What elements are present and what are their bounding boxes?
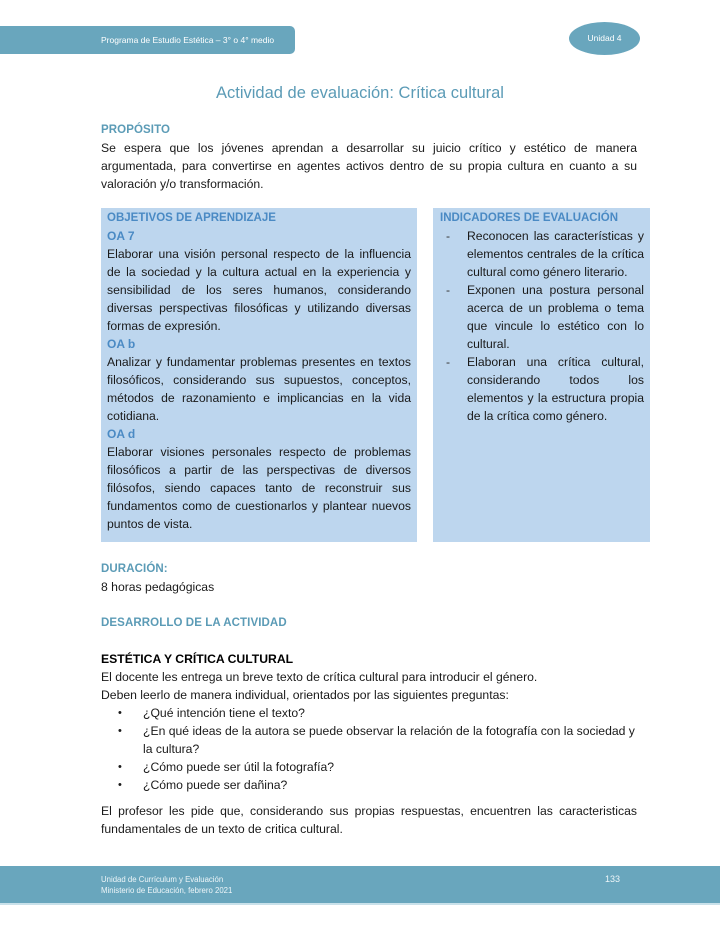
footer-line-1: Unidad de Currículum y Evaluación <box>101 875 224 884</box>
duration-heading: DURACIÓN: <box>101 563 168 575</box>
question-list <box>101 704 637 794</box>
duration-value: 8 horas pedagógicas <box>101 580 215 594</box>
bullet-icon: • <box>118 779 122 791</box>
activity-intro-line: Deben leerlo de manera individual, orientados por las siguientes preguntas: <box>101 688 509 702</box>
purpose-text: Se espera que los jóvenes aprendan a desarrollar su juicio crítico y estético de manera argumentada, para convertirse en agentes activos dentro de su propia cultura en cuanto a su valoración y/o transformación. <box>101 141 637 191</box>
objective-code: OA b <box>107 337 136 351</box>
objective-item <box>107 335 411 425</box>
objective-code: OA 7 <box>107 229 135 243</box>
activity-intro-line: El docente les entrega un breve texto de crítica cultural para introducir el género. <box>101 670 538 684</box>
program-title-bar <box>0 26 295 54</box>
indicator-item <box>440 281 644 353</box>
page-title: Actividad de evaluación: Crítica cultural <box>216 84 504 102</box>
bullet-icon: • <box>118 707 122 719</box>
dash-icon: - <box>446 229 451 243</box>
question-item <box>101 776 637 794</box>
development-heading: DESARROLLO DE LA ACTIVIDAD <box>101 617 287 629</box>
purpose-section <box>101 121 637 193</box>
objective-text: Elaborar visiones personales respecto de problemas filosóficos a partir de las perspectivas de diversos filósofos, siendo capaces tanto de reconstruir sus fundamentos como de cuestionarlos y plantear nuevos puntos de vista. <box>107 445 411 531</box>
program-title: Programa de Estudio Estética – 3° o 4° medio <box>101 35 275 45</box>
question-item <box>101 758 637 776</box>
objective-text: Analizar y fundamentar problemas presentes en textos filosóficos, considerando sus supuestos, conceptos, métodos de razonamiento e implicancias en la vida cotidiana. <box>107 355 411 423</box>
page-number: 133 <box>605 874 621 884</box>
unit-badge <box>569 22 640 55</box>
duration-section <box>101 560 637 596</box>
objective-text: Elaborar una visión personal respecto de la influencia de la sociedad y la cultura actual en la experiencia y sensibilidad de los seres humanos, considerando diversas perspectivas filosóficas y utilizando diversas formas de expresión. <box>107 247 411 333</box>
question-text: ¿En qué ideas de la autora se puede observar la relación de la fotografía con la sociedad y la cultura? <box>143 724 635 756</box>
activity-closing-text: El profesor les pide que, considerando sus propias respuestas, encuentren las caracteristicas fundamentales de un texto de critica cultural. <box>101 804 637 836</box>
indicator-list <box>440 227 644 425</box>
question-text: ¿Cómo puede ser útil la fotografía? <box>143 760 335 774</box>
indicator-text: Exponen una postura personal acerca de un problema o tema que vincule lo estético con lo cultural. <box>467 283 644 351</box>
question-item <box>101 704 637 722</box>
footer-credits <box>101 874 232 896</box>
evaluation-indicators-box <box>433 208 650 542</box>
indicator-item <box>440 227 644 281</box>
objective-item <box>107 227 411 335</box>
footer-bar <box>0 866 720 905</box>
unit-badge-label: Unidad 4 <box>587 33 622 43</box>
development-heading-section <box>101 614 637 632</box>
bullet-icon: • <box>118 761 122 773</box>
objective-code: OA d <box>107 427 136 441</box>
question-text: ¿Cómo puede ser dañina? <box>143 778 288 792</box>
dash-icon: - <box>446 355 451 369</box>
objective-item <box>107 425 411 533</box>
purpose-heading: PROPÓSITO <box>101 124 171 136</box>
indicator-text: Elaboran una crítica cultural, considerando todos los elementos y la estructura propia de la crítica como género. <box>467 355 644 423</box>
bullet-icon: • <box>118 725 122 737</box>
activity-section <box>101 650 637 838</box>
dash-icon: - <box>446 283 451 297</box>
indicator-text: Reconocen las características y elementos centrales de la crítica cultural como género literario. <box>467 229 644 279</box>
activity-subheading: ESTÉTICA Y CRÍTICA CULTURAL <box>101 652 294 666</box>
question-item <box>101 722 637 758</box>
footer-line-2: Ministerio de Educación, febrero 2021 <box>101 886 233 895</box>
learning-objectives-box <box>101 208 417 542</box>
indicators-heading: INDICADORES DE EVALUACIÓN <box>440 212 619 224</box>
objectives-heading: OBJETIVOS DE APRENDIZAJE <box>107 212 276 224</box>
question-text: ¿Qué intención tiene el texto? <box>143 706 305 720</box>
indicator-item <box>440 353 644 425</box>
